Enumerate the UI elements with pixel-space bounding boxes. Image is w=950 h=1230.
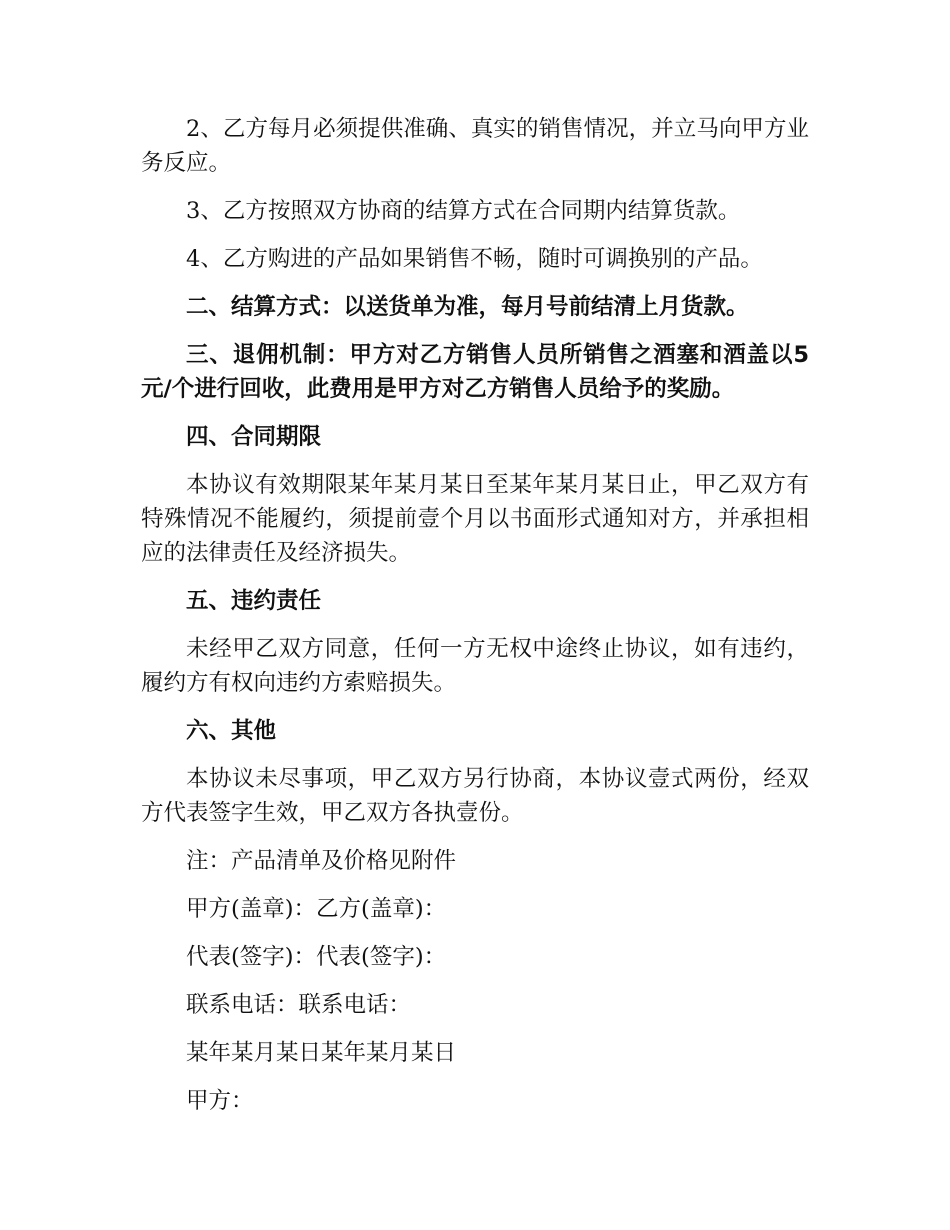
date-line: 某年某月某日某年某月某日 bbox=[186, 1040, 457, 1066]
other-text: 本协议未尽事项，甲乙双方另行协商，本协议壹式两份，经双方代表签字生效，甲乙双方各执壹份。 bbox=[141, 766, 809, 826]
section-settlement-method: 二、结算方式：以送货单为准，每月号前结清上月货款。 bbox=[186, 294, 749, 320]
section-heading-liability: 五、违约责任 bbox=[186, 588, 322, 614]
note-attachment: 注：产品清单及价格见附件 bbox=[186, 848, 457, 874]
section-heading-contract-term: 四、合同期限 bbox=[186, 424, 322, 450]
clause-3-settlement: 3、乙方按照双方协商的结算方式在合同期内结算货款。 bbox=[186, 198, 741, 224]
document-page bbox=[141, 112, 809, 1132]
contract-term-text: 本协议有效期限某年某月某日至某年某月某日止，甲乙双方有特殊情况不能履约，须提前壹个月以书面形式通知对方，并承担相应的法律责任及经济损失。 bbox=[141, 472, 809, 566]
clause-2-monthly-sales-report: 2、乙方每月必须提供准确、真实的销售情况，并立马向甲方业务反应。 bbox=[141, 116, 809, 176]
section-heading-other: 六、其他 bbox=[186, 718, 277, 744]
party-a-line: 甲方： bbox=[186, 1088, 254, 1114]
liability-text: 未经甲乙双方同意，任何一方无权中途终止协议，如有违约，履约方有权向违约方索赔损失。 bbox=[141, 636, 809, 696]
phone-line: 联系电话：联系电话： bbox=[186, 992, 412, 1018]
section-rebate-mechanism: 三、退佣机制：甲方对乙方销售人员所销售之酒塞和酒盖以5元/个进行回收，此费用是甲方对乙方销售人员给予的奖励。 bbox=[141, 342, 809, 402]
signature-line: 代表(签字)：代表(签字)： bbox=[186, 944, 447, 970]
clause-4-product-exchange: 4、乙方购进的产品如果销售不畅，随时可调换别的产品。 bbox=[186, 246, 763, 272]
seal-line: 甲方(盖章)：乙方(盖章)： bbox=[186, 896, 447, 922]
